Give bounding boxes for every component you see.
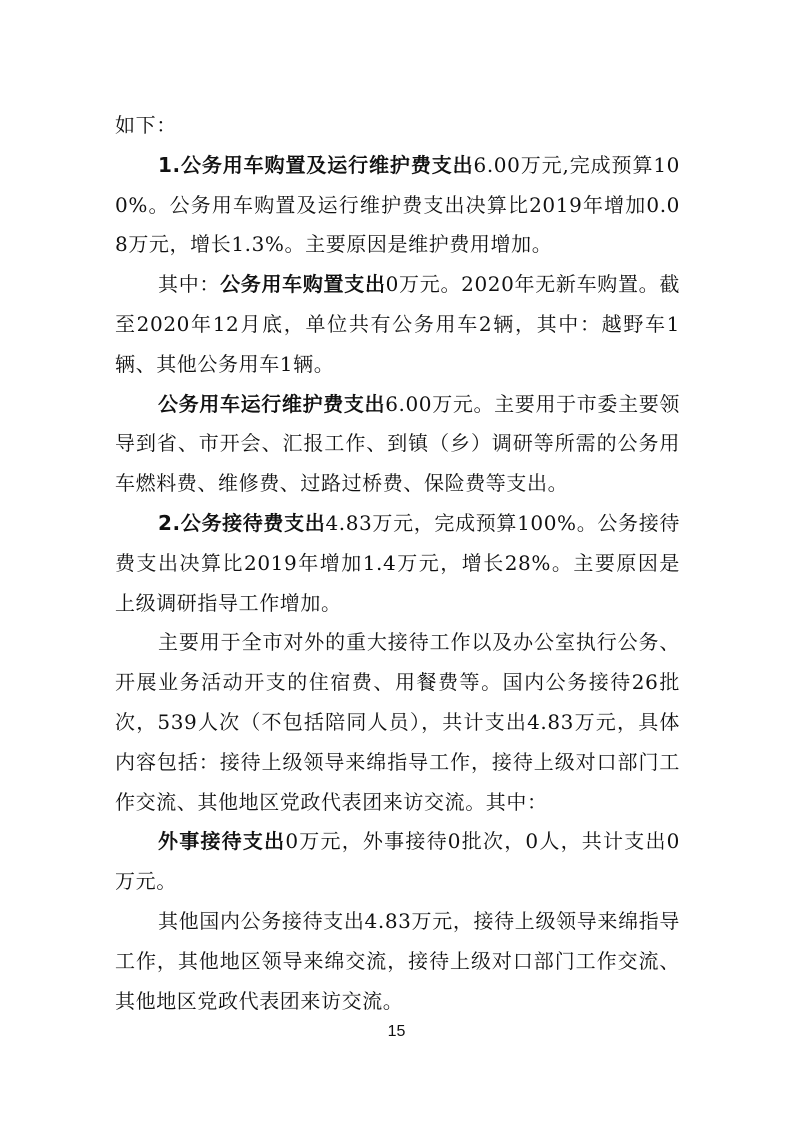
paragraph-vehicle-purchase	[115, 265, 680, 384]
paragraph-reception-expense	[115, 504, 680, 623]
vehicle-expense-heading: 1.公务用车购置及运行维护费支出	[158, 152, 474, 177]
reception-expense-heading: 2.公务接待费支出	[158, 510, 326, 535]
document-body	[115, 106, 680, 1021]
domestic-reception-text: 其他国内公务接待支出4.83万元，接待上级领导来绵指导工作，其他地区领导来绵交流，接待上级对口部门工作交流、其他地区党政代表团来访交流。	[115, 908, 680, 1013]
vehicle-maintenance-text: 6.00万元。主要用于市委主要领导到省、市开会、汇报工作、到镇（乡）调研等所需的公务用车燃料费、维修费、过路过桥费、保险费等支出。	[115, 391, 680, 496]
intro-text: 如下：	[115, 113, 177, 137]
paragraph-domestic-reception	[115, 902, 680, 1021]
foreign-reception-text: 0万元，外事接待0批次，0人，共计支出0万元。	[115, 829, 680, 894]
reception-usage-text: 主要用于全市对外的重大接待工作以及办公室执行公务、开展业务活动开支的住宿费、用餐费等。国内公务接待26批次，539人次（不包括陪同人员），共计支出4.83万元，具体内容包括：接待上级领导来绵指导工作，接待上级对口部门工作交流、其他地区党政代表团来访交流。其中：	[115, 630, 680, 814]
paragraph-vehicle-expense	[115, 146, 680, 265]
vehicle-purchase-prefix: 其中：	[158, 272, 221, 297]
vehicle-purchase-text: 0万元。2020年无新车购置。截至2020年12月底，单位共有公务用车2辆，其中：越野车1辆、其他公务用车1辆。	[115, 272, 680, 376]
reception-expense-text: 4.83万元，完成预算100%。公务接待费支出决算比2019年增加1.4万元，增长28%。主要原因是上级调研指导工作增加。	[115, 510, 680, 615]
foreign-reception-heading: 外事接待支出	[158, 829, 286, 854]
vehicle-expense-text: 6.00万元,完成预算100%。公务用车购置及运行维护费支出决算比2019年增加0.08万元，增长1.3%。主要原因是维护费用增加。	[115, 152, 680, 257]
vehicle-purchase-heading: 公务用车购置支出	[220, 272, 386, 297]
paragraph-intro	[115, 106, 680, 146]
paragraph-reception-usage	[115, 623, 680, 822]
vehicle-maintenance-heading: 公务用车运行维护费支出	[158, 391, 386, 416]
paragraph-vehicle-maintenance	[115, 385, 680, 504]
page-number: 15	[387, 1023, 406, 1040]
paragraph-foreign-reception	[115, 822, 680, 902]
